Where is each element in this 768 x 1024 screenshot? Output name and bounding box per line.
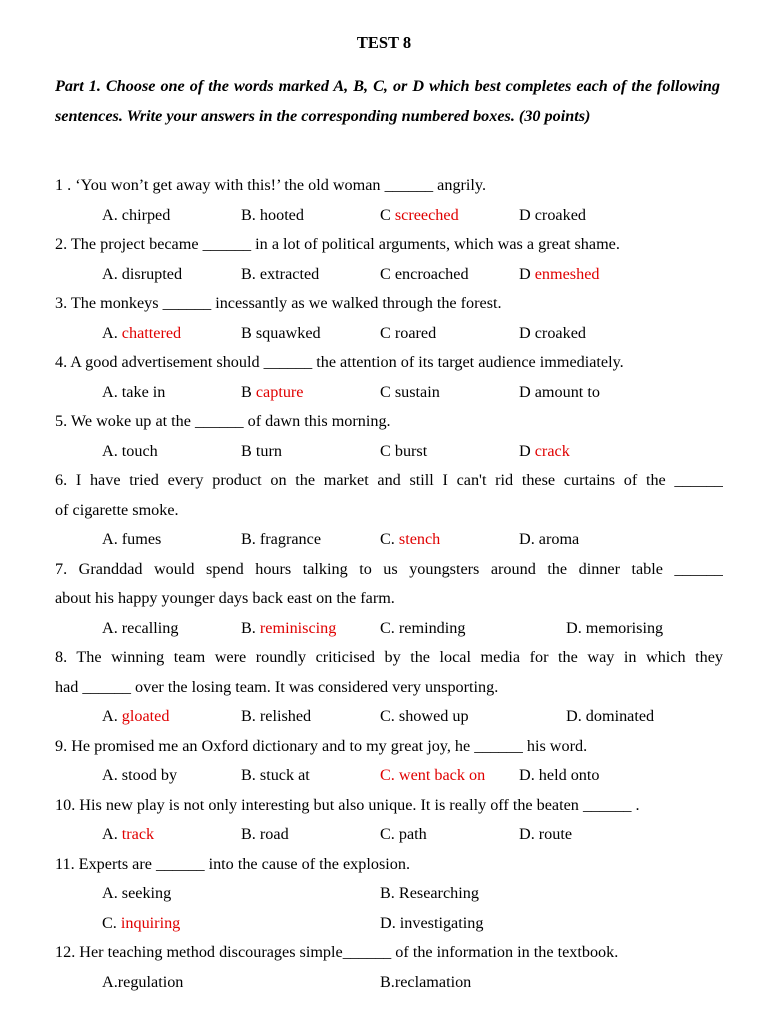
- answer-option[interactable]: [380, 702, 469, 732]
- option-letter: B.: [241, 766, 260, 784]
- question-item: [55, 466, 723, 555]
- answer-option[interactable]: [102, 702, 169, 732]
- option-letter: B.: [241, 618, 260, 637]
- option-text: memorising: [585, 618, 664, 637]
- option-text: dominated: [585, 707, 655, 725]
- answer-option[interactable]: [380, 820, 427, 850]
- answer-option[interactable]: [380, 968, 471, 998]
- question-item: [55, 791, 723, 850]
- answer-option[interactable]: [102, 909, 180, 939]
- option-letter: A.: [102, 205, 122, 224]
- answer-option[interactable]: [241, 702, 311, 732]
- option-letter: D: [519, 441, 535, 460]
- question-stem: 6. I have tried every product on the market and still I can't rid these curtains of the ______: [55, 471, 723, 489]
- answer-option[interactable]: [241, 201, 304, 231]
- option-letter: A.: [102, 264, 122, 283]
- option-text: turn: [255, 441, 282, 460]
- option-text: fumes: [121, 530, 162, 548]
- option-letter: B.: [241, 825, 260, 843]
- question-item: [55, 732, 723, 791]
- answer-option[interactable]: [241, 319, 321, 349]
- answer-options: [55, 378, 723, 408]
- option-letter: C.: [380, 825, 399, 843]
- option-letter: D: [519, 205, 535, 224]
- option-letter: C.: [102, 913, 121, 932]
- option-text: Researching: [398, 884, 479, 902]
- option-letter: A.: [102, 618, 122, 637]
- answer-option[interactable]: [380, 260, 469, 290]
- question-stem: of cigarette smoke.: [55, 500, 179, 519]
- question-stem: 7. Granddad would spend hours talking to us youngsters around the dinner table ______: [55, 559, 723, 578]
- answer-option[interactable]: [241, 525, 321, 555]
- answer-options: [55, 702, 723, 732]
- correct-answer-text: gloated: [121, 707, 170, 725]
- answer-option[interactable]: [241, 378, 304, 408]
- option-text: showed up: [398, 707, 469, 725]
- option-letter: C.: [380, 530, 399, 548]
- question-item: [55, 407, 723, 466]
- answer-option[interactable]: [380, 319, 436, 349]
- question-item: [55, 938, 723, 997]
- answer-options: [55, 820, 723, 850]
- answer-options: [55, 761, 723, 791]
- option-letter: A.: [102, 825, 122, 843]
- option-letter: C.: [380, 707, 399, 725]
- question-stem: 3. The monkeys ______ incessantly as we walked through the forest.: [55, 294, 502, 312]
- answer-option[interactable]: [241, 437, 282, 467]
- option-text: disrupted: [121, 264, 183, 283]
- answer-option[interactable]: [380, 437, 427, 467]
- question-item: [55, 348, 723, 407]
- option-text: croaked: [534, 205, 586, 224]
- option-letter: B: [241, 382, 256, 401]
- option-letter: D: [519, 264, 535, 283]
- correct-answer-text: track: [121, 825, 155, 843]
- question-stem: 9. He promised me an Oxford dictionary and to my great joy, he ______ his word.: [55, 736, 588, 755]
- answer-options: [55, 879, 723, 909]
- option-text: held onto: [538, 766, 600, 784]
- option-text: burst: [394, 441, 428, 460]
- question-stem: 10. His new play is not only interesting but also unique. It is really off the beaten ______ .: [55, 795, 640, 814]
- correct-answer-text: enmeshed: [534, 264, 600, 283]
- option-letter: D: [519, 382, 535, 401]
- question-item: [55, 643, 723, 732]
- answer-option[interactable]: [519, 820, 572, 850]
- question-list: [55, 171, 723, 997]
- question-stem: 2. The project became ______ in a lot of political arguments, which was a great shame.: [55, 235, 620, 253]
- option-text: squawked: [255, 323, 321, 342]
- correct-answer-text: C. went back on: [380, 766, 486, 784]
- answer-options: [55, 525, 723, 555]
- question-item: [55, 850, 723, 939]
- option-letter: C: [380, 264, 395, 283]
- option-letter: B.: [241, 530, 260, 548]
- option-letter: A.: [102, 382, 122, 401]
- question-stem: about his happy younger days back east on the farm.: [55, 589, 395, 607]
- correct-answer-text: screeched: [394, 205, 459, 224]
- correct-answer-text: stench: [398, 530, 441, 548]
- option-letter: B.: [241, 205, 260, 224]
- option-letter: A.: [102, 530, 122, 548]
- answer-options: [55, 260, 723, 290]
- correct-answer-text: inquiring: [120, 913, 181, 932]
- answer-option[interactable]: [519, 201, 586, 231]
- option-text: route: [538, 825, 573, 843]
- option-text: amount to: [534, 382, 600, 401]
- option-text: stood by: [121, 766, 178, 784]
- answer-option[interactable]: [380, 378, 440, 408]
- option-text: road: [259, 825, 289, 843]
- option-letter: A.: [102, 323, 122, 342]
- answer-option[interactable]: [102, 879, 171, 909]
- answer-option[interactable]: [519, 525, 579, 555]
- answer-option[interactable]: [380, 761, 485, 791]
- answer-option[interactable]: [241, 761, 310, 791]
- option-text: fragrance: [259, 530, 322, 548]
- answer-option[interactable]: [566, 614, 663, 644]
- option-letter: A.: [102, 707, 122, 725]
- question-stem: 1 . ‘You won’t get away with this!’ the old woman ______ angrily.: [55, 176, 487, 194]
- answer-option[interactable]: [519, 437, 570, 467]
- option-text: reclamation: [394, 972, 472, 991]
- answer-option[interactable]: [519, 260, 599, 290]
- answer-option[interactable]: [102, 201, 170, 231]
- question-item: [55, 555, 723, 644]
- option-text: relished: [259, 707, 312, 725]
- option-text: aroma: [538, 530, 580, 548]
- option-letter: D.: [566, 707, 586, 725]
- option-letter: A.: [102, 972, 118, 991]
- option-letter: A.: [102, 441, 122, 460]
- option-letter: D.: [519, 530, 539, 548]
- question-stem: 4. A good advertisement should ______ the attention of its target audience immediately.: [55, 353, 624, 371]
- answer-option[interactable]: [102, 319, 181, 349]
- answer-option[interactable]: [519, 761, 600, 791]
- option-text: touch: [121, 441, 158, 460]
- option-text: path: [398, 825, 427, 843]
- option-text: regulation: [117, 972, 184, 991]
- option-text: investigating: [399, 913, 484, 932]
- answer-options: [55, 437, 723, 467]
- question-stem: 11. Experts are ______ into the cause of the explosion.: [55, 854, 410, 873]
- answer-option[interactable]: [380, 879, 479, 909]
- option-letter: B.: [380, 972, 395, 991]
- option-letter: D.: [380, 913, 400, 932]
- answer-options: [55, 614, 723, 644]
- question-item: [55, 230, 723, 289]
- answer-option[interactable]: [380, 909, 483, 939]
- question-stem: 5. We woke up at the ______ of dawn this morning.: [55, 412, 391, 430]
- answer-option[interactable]: [519, 378, 600, 408]
- option-text: chirped: [121, 205, 171, 224]
- answer-option[interactable]: [102, 260, 182, 290]
- answer-option[interactable]: [566, 702, 654, 732]
- answer-options: [55, 909, 723, 939]
- option-letter: B.: [241, 264, 260, 283]
- correct-answer-text: capture: [255, 382, 304, 401]
- question-stem: 12. Her teaching method discourages simple______ of the information in the textbook.: [55, 943, 619, 961]
- option-letter: D.: [519, 766, 539, 784]
- option-letter: D.: [566, 618, 586, 637]
- option-text: seeking: [121, 884, 172, 902]
- option-letter: A.: [102, 766, 122, 784]
- option-letter: C: [380, 382, 395, 401]
- correct-answer-text: crack: [534, 441, 570, 460]
- answer-option[interactable]: [241, 820, 289, 850]
- option-text: encroached: [394, 264, 469, 283]
- option-text: recalling: [121, 618, 179, 637]
- answer-option[interactable]: [102, 820, 154, 850]
- option-letter: C: [380, 205, 395, 224]
- option-text: extracted: [259, 264, 320, 283]
- answer-option[interactable]: [380, 525, 440, 555]
- option-letter: D.: [519, 825, 539, 843]
- answer-option[interactable]: [519, 319, 586, 349]
- option-letter: B.: [380, 884, 399, 902]
- answer-option[interactable]: [102, 761, 177, 791]
- question-stem: had ______ over the losing team. It was considered very unsporting.: [55, 677, 499, 696]
- option-letter: B: [241, 441, 256, 460]
- answer-option[interactable]: [241, 614, 336, 644]
- answer-options: [55, 968, 723, 998]
- option-letter: D: [519, 323, 535, 342]
- answer-option[interactable]: [102, 437, 158, 467]
- option-letter: A.: [102, 884, 122, 902]
- option-letter: C: [380, 323, 395, 342]
- answer-option[interactable]: [102, 378, 165, 408]
- answer-option[interactable]: [380, 201, 459, 231]
- option-text: stuck at: [259, 766, 310, 784]
- answer-options: [55, 201, 723, 231]
- page-title: TEST 8: [356, 33, 412, 52]
- correct-answer-text: chattered: [121, 323, 182, 342]
- option-letter: B.: [241, 707, 260, 725]
- option-letter: C: [380, 441, 395, 460]
- option-text: take in: [121, 382, 166, 401]
- answer-option[interactable]: [380, 614, 465, 644]
- question-item: [55, 289, 723, 348]
- option-text: sustain: [394, 382, 440, 401]
- answer-options: [55, 319, 723, 349]
- part-instruction: Part 1. Choose one of the words marked A, B, C, or D which best completes each of the following sentences. Write your answers in the corresponding numbered boxes. (30 points): [55, 77, 720, 125]
- correct-answer-text: reminiscing: [259, 618, 337, 637]
- option-text: croaked: [534, 323, 586, 342]
- option-text: roared: [394, 323, 437, 342]
- option-text: hooted: [259, 205, 304, 224]
- answer-option[interactable]: [241, 260, 319, 290]
- answer-option[interactable]: [102, 968, 183, 998]
- question-stem: 8. The winning team were roundly criticised by the local media for the way in which they: [55, 648, 723, 666]
- option-letter: C.: [380, 618, 399, 637]
- option-text: reminding: [398, 618, 466, 637]
- answer-option[interactable]: [102, 614, 178, 644]
- question-item: [55, 171, 723, 230]
- option-letter: B: [241, 323, 256, 342]
- answer-option[interactable]: [102, 525, 161, 555]
